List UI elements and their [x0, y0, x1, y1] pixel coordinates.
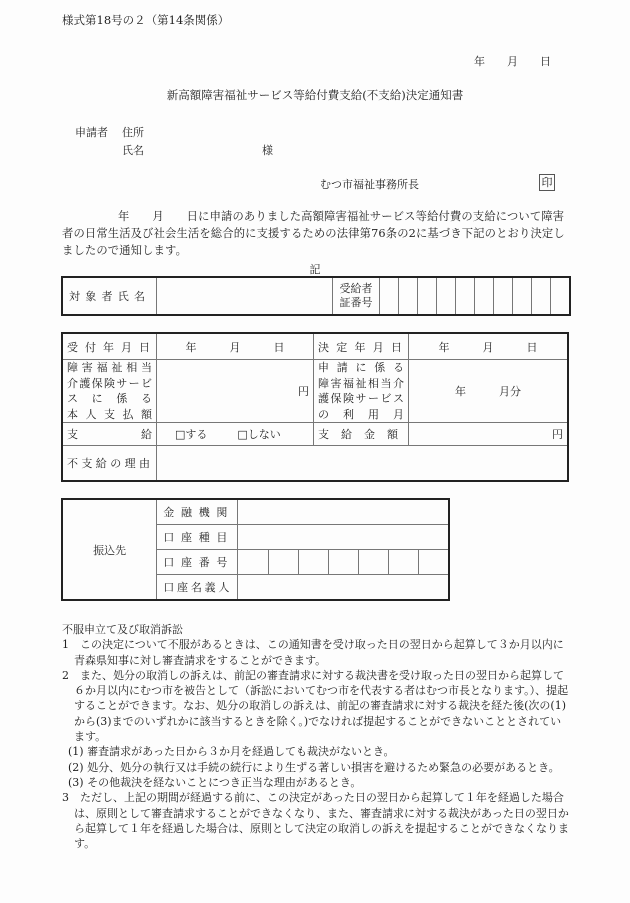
cert-digit-box[interactable]	[437, 278, 456, 315]
account-digit-box[interactable]	[268, 550, 298, 575]
cert-digit-box[interactable]	[380, 278, 399, 315]
account-type-field[interactable]	[238, 525, 449, 550]
reason-field[interactable]	[157, 446, 568, 481]
usage-month-field[interactable]: 年 月分	[409, 360, 568, 423]
payment-no-checkbox[interactable]: □しない	[237, 428, 281, 441]
account-holder-field[interactable]	[238, 575, 449, 600]
usage-month-label-line: 申 請 に 係 る	[318, 361, 404, 374]
name-label: 氏名	[122, 144, 144, 157]
reason-label: 不支給の理由	[63, 446, 157, 481]
subject-name-field[interactable]	[157, 278, 333, 315]
cert-digit-box[interactable]	[399, 278, 418, 315]
self-pay-label-line: 介護保険サービ	[67, 376, 152, 390]
decision-date-field[interactable]: 年 月 日	[409, 334, 568, 360]
account-digit-box[interactable]	[328, 550, 358, 575]
bank-field[interactable]	[238, 500, 449, 525]
account-digit-box[interactable]	[238, 550, 268, 575]
cert-digit-box[interactable]	[418, 278, 437, 315]
ki-label: 記	[309, 263, 321, 276]
notes-sub-item: (1) 審査請求があった日から３か月を経過しても裁決がないとき。	[68, 745, 395, 759]
application-date: 年 月 日	[118, 210, 199, 223]
decision-table	[62, 333, 568, 481]
account-type-label: 口座種目	[157, 525, 238, 550]
cert-digit-box[interactable]	[551, 278, 570, 315]
seal-mark: 印	[539, 174, 555, 191]
notes-item: 3 ただし、上記の期間が経過する前に、この決定があった日の翌日から起算して１年を経過した場合は、原則として審査請求することができなくなり、また、審査請求に対する裁決があった日の翌日から起算して１年を経過した場合は、原則として決定の取消しの訴えを提起することができなくなります。	[62, 791, 569, 851]
payment-yes-checkbox[interactable]: □する	[175, 428, 208, 441]
self-pay-label-line: ス に 係 る	[67, 392, 152, 405]
bank-label: 金融機関	[157, 500, 238, 525]
usage-month-label-line: 護保険サービス	[318, 392, 404, 405]
transfer-table	[62, 499, 449, 600]
cert-label-line1: 受給者	[339, 282, 373, 295]
cert-digit-box[interactable]	[456, 278, 475, 315]
payment-label: 支 給	[63, 423, 157, 446]
cert-digit-box[interactable]	[513, 278, 532, 315]
form-number: 様式第18号の２（第14条関係）	[62, 13, 230, 27]
notes-sub-item: (3) その他裁決を経ないことにつき正当な理由があるとき。	[68, 775, 362, 789]
issue-date-year: 年	[474, 55, 485, 68]
decision-date-label: 決定年月日	[314, 334, 409, 360]
address-label: 住所	[122, 126, 144, 139]
issue-date-month: 月	[507, 55, 518, 68]
account-digit-box[interactable]	[358, 550, 388, 575]
applicant-label: 申請者	[75, 126, 108, 139]
issuing-office: むつ市福祉事務所長	[320, 178, 419, 191]
notes-sub-item: (2) 処分、処分の執行又は手続の続行により生ずる著しい損害を避けるため緊急の必要があるとき。	[68, 760, 560, 774]
notes-heading: 不服申立て及び取消訴訟	[62, 623, 183, 636]
amount-label: 支給金額	[314, 423, 409, 446]
subject-table	[62, 277, 570, 315]
appeal-notes	[62, 622, 572, 851]
account-digit-box[interactable]	[418, 550, 448, 575]
usage-month-label-line: 障害福祉相当介	[318, 376, 404, 390]
cert-digit-box[interactable]	[494, 278, 513, 315]
notes-item: 2 また、処分の取消しの訴えは、前記の審査請求に対する裁決書を受け取った日の翌日から起算して６か月以内にむつ市を被告として（訴訟においてむつ市を代表する者はむつ市長となります。）、提起することができます。なお、処分の取消しの訴えは、前記の審査請求に対する裁決を経た後(次の(1)から(3)までのいずれかに該当するときを除く。)でなければ提起することができないこととされています。	[62, 668, 569, 744]
receipt-date-field[interactable]: 年 月 日	[157, 334, 314, 360]
cert-label-line2: 証番号	[339, 296, 373, 309]
issue-date-day: 日	[540, 55, 551, 68]
cert-digit-box[interactable]	[532, 278, 551, 315]
usage-month-label-line: の 利 用 月	[318, 407, 404, 421]
account-digit-box[interactable]	[298, 550, 328, 575]
amount-field[interactable]	[409, 423, 568, 446]
account-holder-label: 口座名義人	[157, 575, 238, 600]
issue-date	[474, 53, 551, 69]
account-digit-box[interactable]	[388, 550, 418, 575]
notes-item: 1 この決定について不服があるときは、この通知書を受け取った日の翌日から起算して３か月以内に青森県知事に対し審査請求をすることができます。	[62, 638, 564, 667]
account-number-label: 口座番号	[157, 550, 238, 575]
transfer-label: 振込先	[63, 500, 157, 600]
cert-digit-box[interactable]	[475, 278, 494, 315]
receipt-date-label: 受付年月日	[63, 334, 157, 360]
honorific: 様	[262, 144, 273, 157]
cert-number-label	[333, 278, 380, 315]
document-title: 新高額障害福祉サービス等給付費支給(不支給)決定通知書	[166, 88, 464, 102]
self-pay-label-line: 障害福祉相当	[67, 361, 152, 374]
usage-month-label	[314, 360, 409, 423]
self-pay-label	[63, 360, 157, 423]
subject-name-label: 対象者氏名	[63, 278, 157, 315]
yen-unit: 円	[552, 428, 563, 441]
self-pay-amount-field[interactable]	[157, 360, 314, 423]
self-pay-label-line: 本人支払額	[67, 407, 152, 421]
yen-unit: 円	[298, 385, 309, 398]
notice-text: に申請のありました高額障害福祉サービス等給付費の支給について障害者の日常生活及び社会生活を総合的に支援するための法律第76条の2に基づき下記のとおり決定しましたので通知します。	[62, 210, 565, 257]
notice-body	[62, 208, 570, 259]
payment-choice	[157, 423, 314, 446]
